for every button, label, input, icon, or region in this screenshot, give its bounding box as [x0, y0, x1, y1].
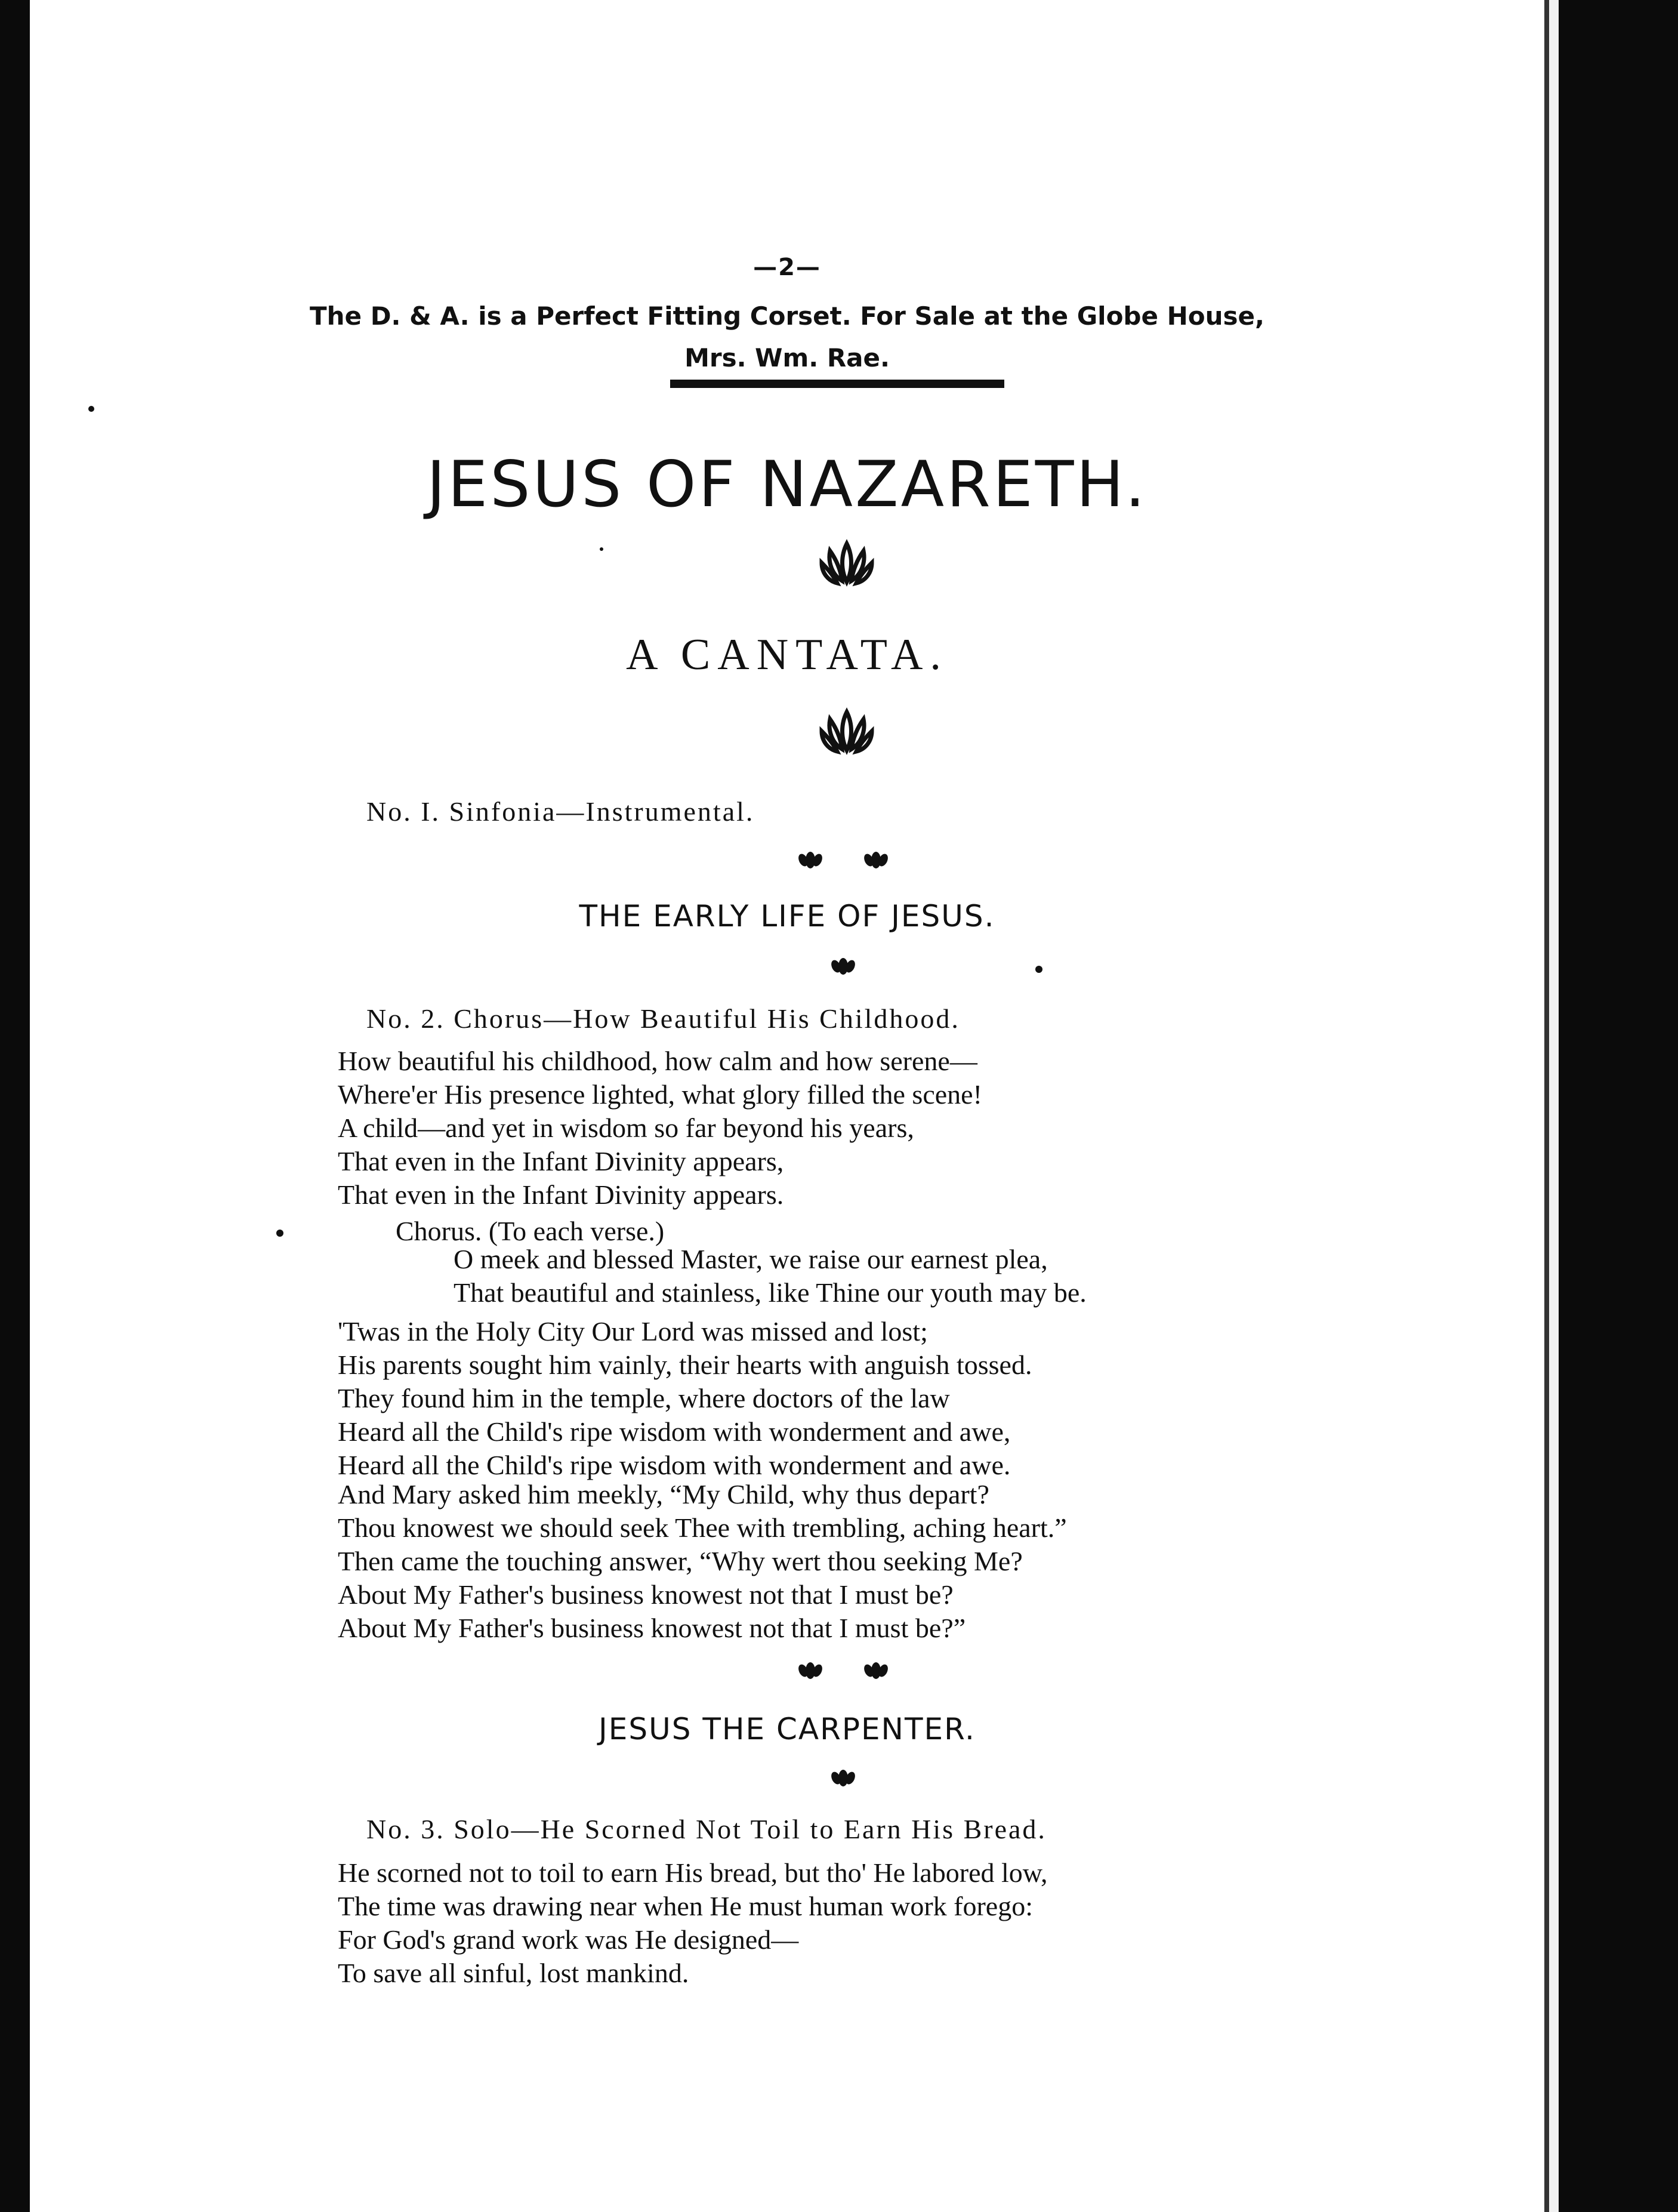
- verse-line: How beautiful his childhood, how calm and how serene—: [338, 1046, 977, 1076]
- verse-line: Heard all the Child's ripe wisdom with wonderment and awe.: [338, 1450, 1011, 1480]
- verse-line: Thou knowest we should seek Thee with trembling, aching heart.”: [338, 1512, 1067, 1543]
- advertisement-line-2: Mrs. Wm. Rae.: [684, 343, 890, 372]
- verse-line: A child—and yet in wisdom so far beyond his years,: [338, 1113, 914, 1143]
- verse-line: That even in the Infant Divinity appears,: [338, 1146, 784, 1176]
- number-heading-2: No. 2. Chorus—How Beautiful His Childhood.: [366, 1003, 960, 1034]
- scan-speck: [600, 547, 603, 551]
- verse-line: For God's grand work was He designed—: [338, 1924, 799, 1955]
- leaf-ornament-icon: [864, 1656, 888, 1680]
- page-subtitle: A CANTATA.: [626, 630, 948, 679]
- page-title: JESUS OF NAZARETH.: [426, 448, 1148, 521]
- leaf-ornament-icon: [831, 952, 855, 976]
- header-rule: [670, 380, 1004, 388]
- scan-speck: [1035, 966, 1042, 973]
- verse-line: About My Father's business knowest not that I must be?”: [338, 1613, 966, 1643]
- leaf-ornament-icon: [798, 1656, 822, 1680]
- verse-line: His parents sought him vainly, their hearts with anguish tossed.: [338, 1350, 1032, 1380]
- verse-line: The time was drawing near when He must human work forego:: [338, 1891, 1034, 1921]
- section-heading-early-life: THE EARLY LIFE OF JESUS.: [579, 899, 995, 934]
- scan-speck: [88, 406, 94, 412]
- verse-line: 'Twas in the Holy City Our Lord was missed and lost;: [338, 1316, 928, 1347]
- scan-edge-right: [1559, 0, 1678, 2212]
- page-number: —2—: [753, 254, 821, 281]
- verse-line: Where'er His presence lighted, what glory filled the scene!: [338, 1079, 982, 1110]
- verse-line: He scorned not to toil to earn His bread, but tho' He labored low,: [338, 1857, 1048, 1888]
- section-heading-carpenter: JESUS THE CARPENTER.: [599, 1712, 976, 1746]
- scan-strip-right: [1549, 0, 1559, 2212]
- verse-line: They found him in the temple, where doctors of the law: [338, 1383, 950, 1413]
- number-heading-3: No. 3. Solo—He Scorned Not Toil to Earn His Bread.: [366, 1814, 1047, 1844]
- verse-3: [338, 1478, 1067, 1645]
- leaf-ornament-icon: [798, 846, 822, 870]
- chorus-refrain: [454, 1243, 1087, 1310]
- verse-line: That beautiful and stainless, like Thine our youth may be.: [454, 1277, 1087, 1308]
- verse-line: Heard all the Child's ripe wisdom with wonderment and awe,: [338, 1416, 1011, 1447]
- leaf-ornament-icon: [831, 1764, 855, 1788]
- verse-line: O meek and blessed Master, we raise our earnest plea,: [454, 1244, 1048, 1274]
- chorus-label: Chorus. (To each verse.): [396, 1216, 665, 1246]
- verse-2: [338, 1315, 1032, 1482]
- scan-edge-left: [0, 0, 30, 2212]
- advertisement-line-1: The D. & A. is a Perfect Fitting Corset. For Sale at the Globe House,: [310, 301, 1264, 331]
- fleuron-ornament-icon: [819, 707, 874, 755]
- number-heading-1: No. I. Sinfonia—Instrumental.: [366, 796, 755, 827]
- verse-line: To save all sinful, lost mankind.: [338, 1958, 689, 1988]
- solo-verse: [338, 1856, 1048, 1990]
- scan-speck: [276, 1230, 283, 1237]
- verse-line: About My Father's business knowest not that I must be?: [338, 1579, 954, 1610]
- verse-line: Then came the touching answer, “Why wert thou seeking Me?: [338, 1546, 1023, 1576]
- scan-gutter-right: [1544, 0, 1549, 2212]
- fleuron-ornament-icon: [819, 539, 874, 587]
- verse-line: That even in the Infant Divinity appears.: [338, 1179, 784, 1210]
- verse-1: [338, 1045, 982, 1212]
- verse-line: And Mary asked him meekly, “My Child, why thus depart?: [338, 1479, 989, 1509]
- leaf-ornament-icon: [864, 846, 888, 870]
